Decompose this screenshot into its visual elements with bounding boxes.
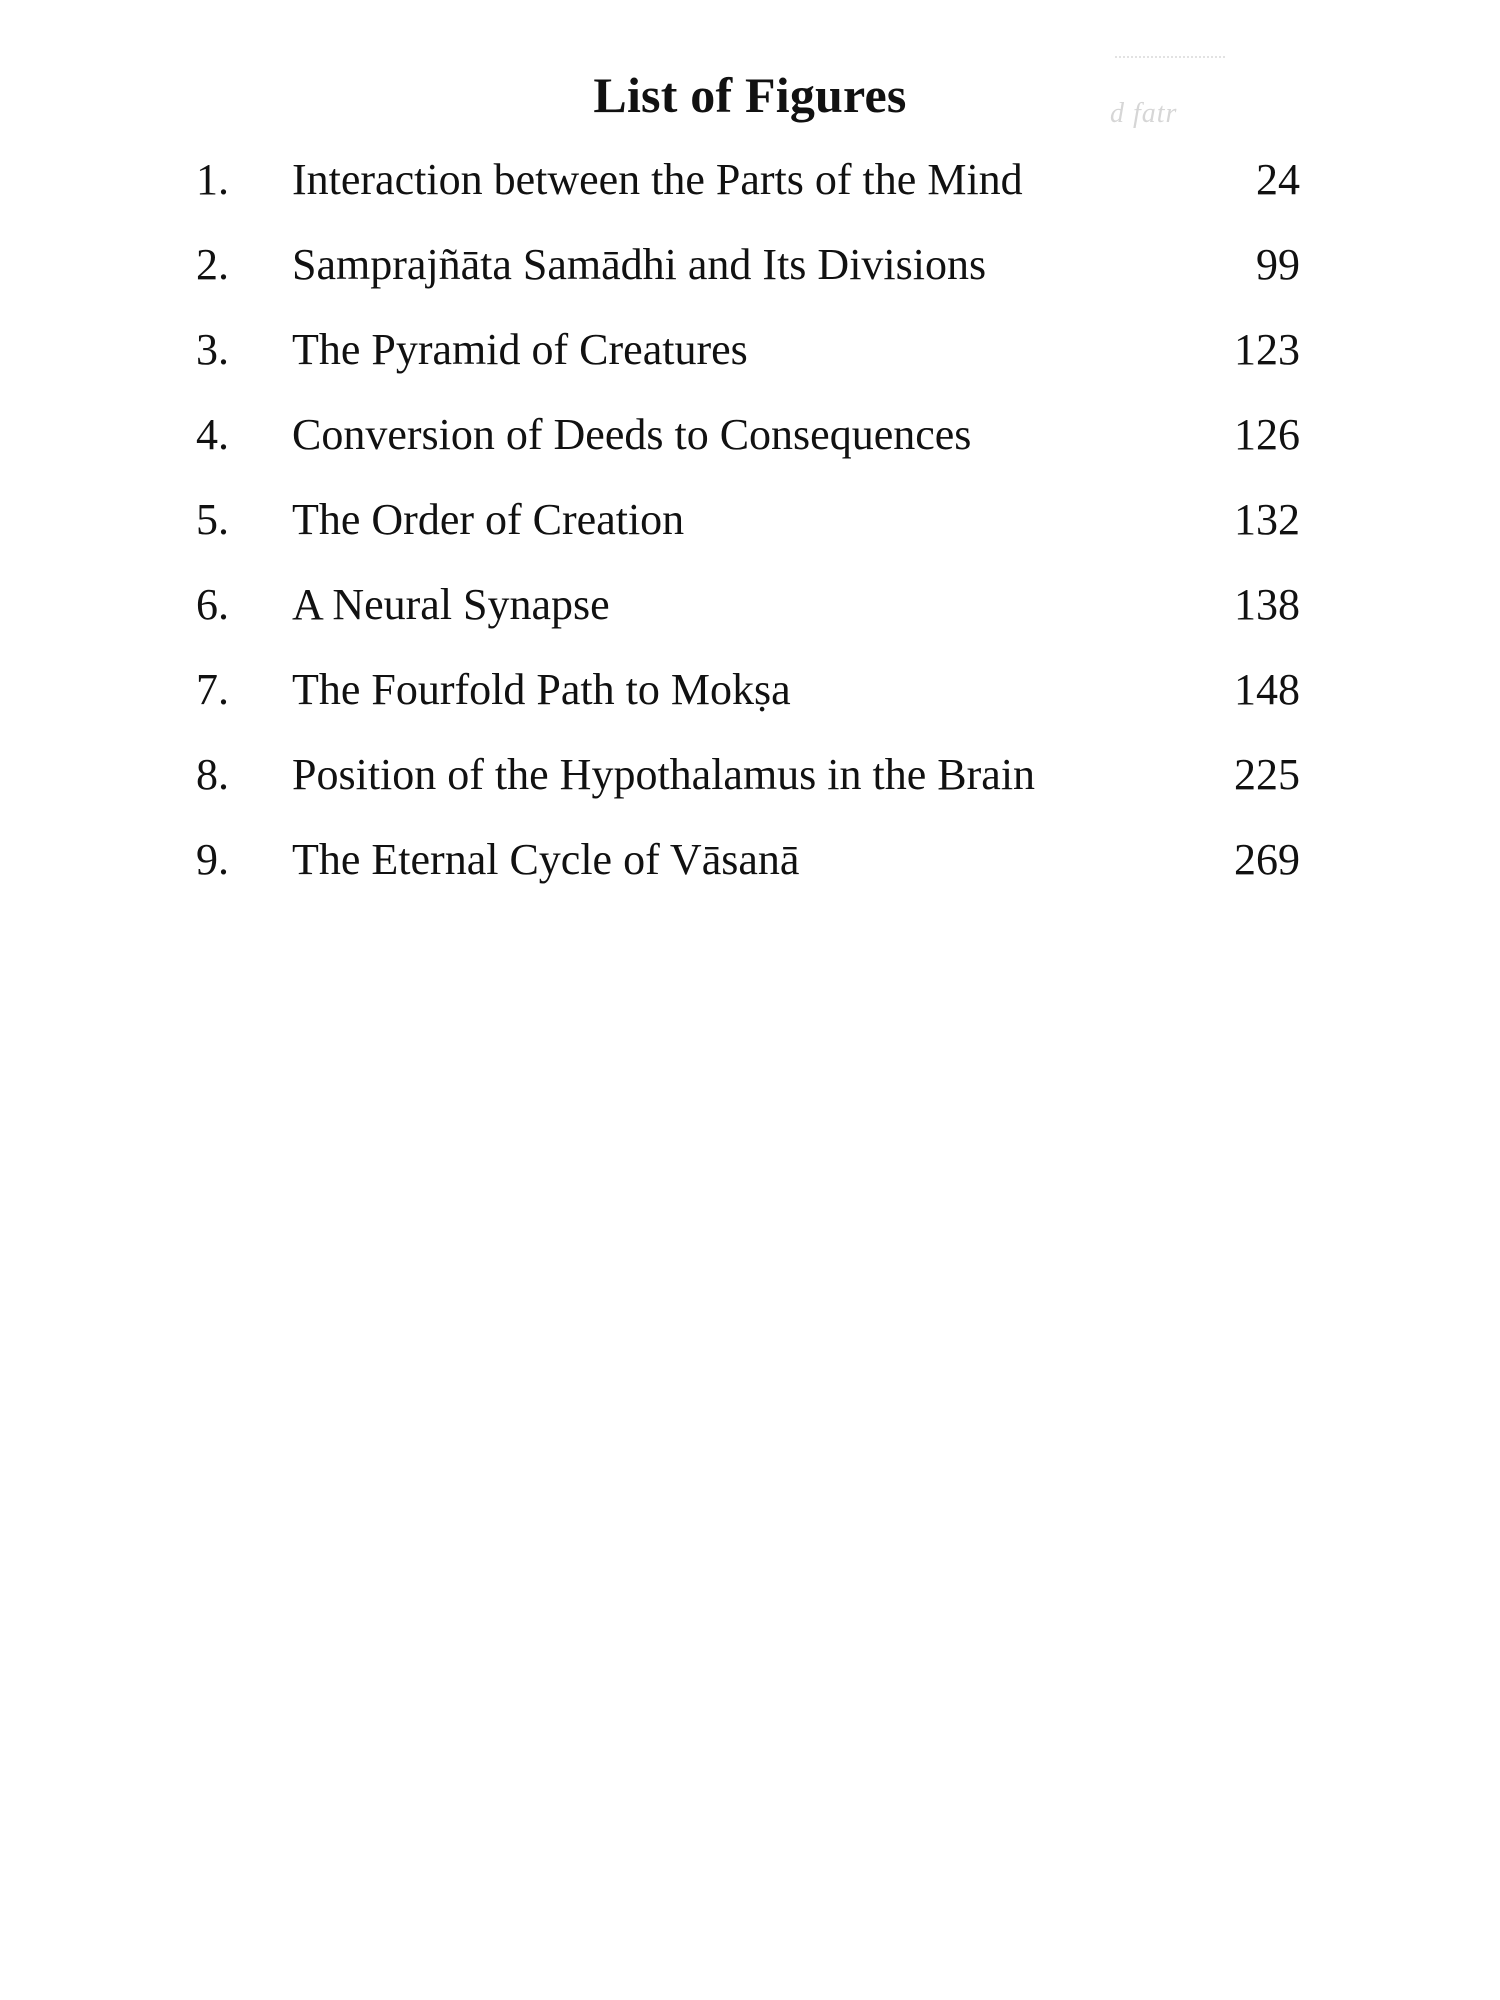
figure-page: 269 <box>1234 835 1300 884</box>
figure-title: Conversion of Deeds to Consequences <box>292 410 972 459</box>
figure-entry <box>0 235 1500 295</box>
figure-title: A Neural Synapse <box>292 580 610 629</box>
figure-number: 3. <box>196 325 229 374</box>
figure-entry <box>0 660 1500 720</box>
figure-page: 24 <box>1256 155 1300 204</box>
figure-entry <box>0 830 1500 890</box>
figure-page: 99 <box>1256 240 1300 289</box>
figure-title: The Order of Creation <box>292 495 685 544</box>
figure-page: 126 <box>1234 410 1300 459</box>
figure-number: 8. <box>196 750 229 799</box>
figure-entry <box>0 490 1500 550</box>
figure-page: 148 <box>1234 665 1300 714</box>
figure-number: 4. <box>196 410 229 459</box>
figure-entry <box>0 745 1500 805</box>
figure-title: The Fourfold Path to Mokṣa <box>292 665 791 714</box>
figure-title: Interaction between the Parts of the Mind <box>292 155 1023 204</box>
bleed-through-mark <box>1115 56 1225 58</box>
figure-entry <box>0 575 1500 635</box>
figure-page: 123 <box>1234 325 1300 374</box>
figure-entry <box>0 150 1500 210</box>
figure-title: The Eternal Cycle of Vāsanā <box>292 835 800 884</box>
figure-title: Position of the Hypothalamus in the Brain <box>292 750 1036 799</box>
figure-entry <box>0 320 1500 380</box>
figure-number: 7. <box>196 665 229 714</box>
figure-number: 6. <box>196 580 229 629</box>
figure-page: 225 <box>1234 750 1300 799</box>
figure-number: 5. <box>196 495 229 544</box>
figure-entry <box>0 405 1500 465</box>
figure-page: 132 <box>1234 495 1300 544</box>
figure-number: 1. <box>196 155 229 204</box>
bleed-through-text: d fatr <box>1110 98 1178 129</box>
figure-number: 2. <box>196 240 229 289</box>
figure-page: 138 <box>1234 580 1300 629</box>
figure-number: 9. <box>196 835 229 884</box>
figure-title: Samprajñāta Samādhi and Its Divisions <box>292 240 987 289</box>
page-title: List of Figures <box>593 67 907 123</box>
figure-title: The Pyramid of Creatures <box>292 325 748 374</box>
